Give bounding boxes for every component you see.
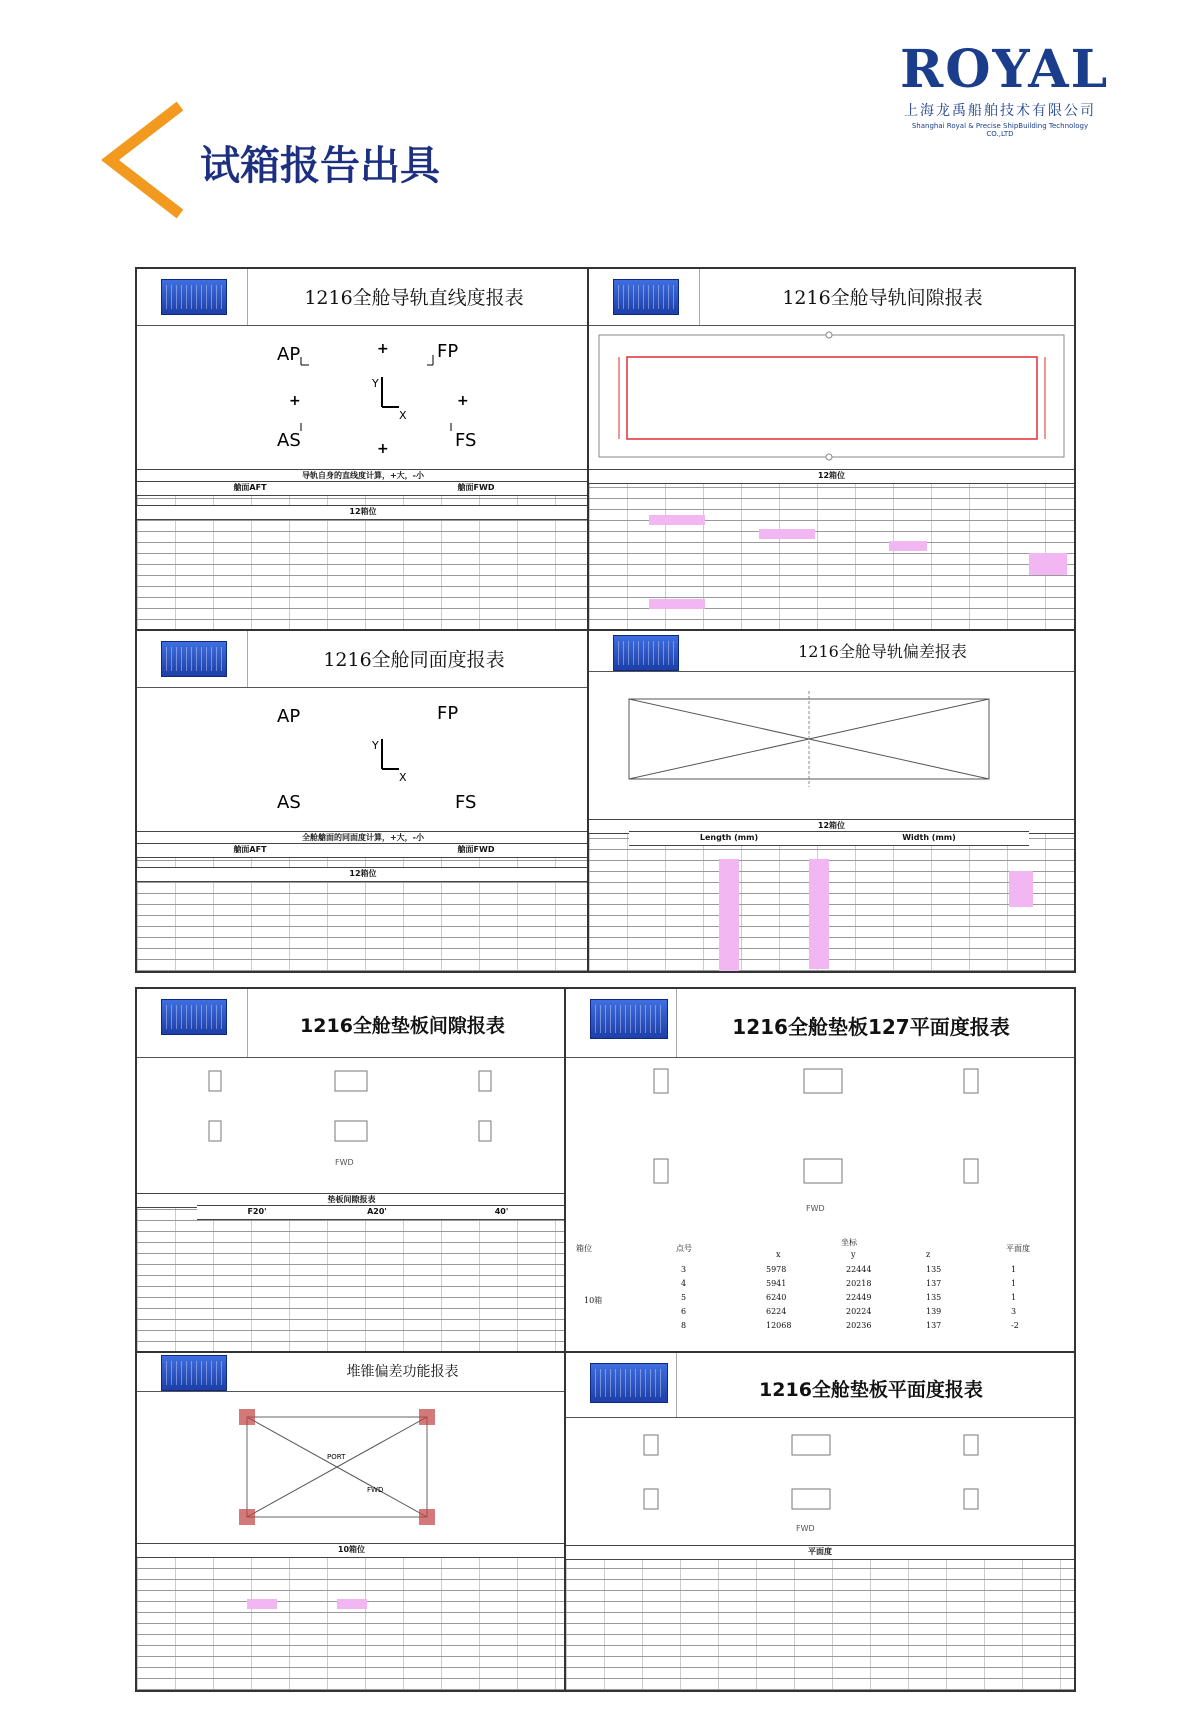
table-cell: 6224 (766, 1307, 787, 1316)
column-header: 坐标 (841, 1238, 857, 1247)
container-icon (161, 1355, 227, 1391)
x-axis-label: X (399, 409, 407, 422)
fwd-header: 艙面FWD (363, 481, 589, 496)
panel-pad-gap (135, 987, 568, 1355)
y-axis-label: Y (372, 377, 379, 390)
column-header: 点号 (676, 1244, 692, 1253)
table-cell: 1 (1011, 1279, 1017, 1288)
panel-title: 堆锥偏差功能报表 (346, 1364, 459, 1380)
panel-header (589, 269, 1074, 326)
bay-header: 12箱位 (589, 819, 1074, 834)
table-cell: 12068 (766, 1321, 792, 1330)
table-cell: 22444 (846, 1265, 872, 1274)
aft-header: 艙面AFT (137, 843, 363, 858)
panel-title: 1216全舱同面度报表 (323, 649, 505, 671)
container-icon (590, 1363, 668, 1403)
panel-guide-deviation (587, 629, 1076, 973)
panel-header (566, 989, 1074, 1058)
container-icon (161, 279, 227, 315)
40-header: 40' (437, 1205, 566, 1220)
container-icon (161, 641, 227, 677)
fp-label: FP (437, 341, 459, 362)
table-cell: 5 (681, 1293, 687, 1302)
container-icon (613, 635, 679, 671)
panel-title: 1216全舱导轨直线度报表 (304, 287, 524, 309)
cone-deviation-table (137, 1543, 566, 1690)
ap-label: AP (277, 706, 301, 727)
pad-gap-table (137, 1193, 566, 1353)
panel-coplanarity (135, 629, 591, 973)
pad-flatness-table (566, 1545, 1074, 1690)
panel-header (566, 1353, 1074, 1418)
table-cell: 8 (681, 1321, 687, 1330)
coplanarity-table (137, 831, 589, 971)
panel-header (137, 1353, 566, 1392)
table-cell: 3 (681, 1265, 687, 1274)
container-icon (613, 279, 679, 315)
fwd-label: FWD (796, 1524, 815, 1533)
ap-label: AP (277, 344, 301, 365)
table-cell: -2 (1011, 1321, 1019, 1330)
panel-header (589, 631, 1074, 672)
logo-chinese-name: 上海龙禹船舶技术有限公司 (904, 103, 1096, 119)
container-icon (161, 999, 227, 1035)
plus-sign: + (377, 441, 389, 457)
coord-header: y (851, 1250, 856, 1259)
pad-layout-diagram (566, 1059, 1074, 1229)
guide-gap-diagram (589, 327, 1074, 467)
deviation-table (589, 819, 1074, 971)
table-cell: 135 (926, 1293, 942, 1302)
panel-title: 1216全舱导轨偏差报表 (798, 642, 967, 661)
panel-pad-127-flatness (564, 987, 1076, 1355)
y-axis-label: Y (372, 739, 379, 752)
bay-header: 12箱位 (589, 469, 1074, 484)
table-cell: 1 (1011, 1293, 1017, 1302)
table-cell: 139 (926, 1307, 942, 1316)
fwd-label: FWD (806, 1204, 825, 1213)
cone-deviation-diagram (137, 1397, 566, 1537)
table-caption: 导轨自身的直线度计算，+大，-小 (137, 469, 589, 484)
as-label: AS (277, 792, 301, 813)
column-header: 平面度 (1006, 1244, 1030, 1253)
column-header: 箱位 (576, 1244, 592, 1253)
pad-layout-diagram (137, 1061, 566, 1181)
plus-sign: + (457, 393, 469, 409)
coord-header: x (776, 1250, 781, 1259)
aft-header: 艙面AFT (137, 481, 363, 496)
panel-guide-straightness (135, 267, 591, 633)
table-cell: 1 (1011, 1265, 1017, 1274)
plus-sign: + (289, 393, 301, 409)
pad-layout-diagram (566, 1419, 1074, 1539)
table-cell: 20236 (846, 1321, 872, 1330)
table-cell: 137 (926, 1279, 942, 1288)
as-label: AS (277, 430, 301, 451)
fs-label: FS (455, 430, 477, 451)
plus-sign: + (377, 341, 389, 357)
panel-cone-deviation (135, 1351, 568, 1692)
logo-wordmark: ROYAL (900, 39, 1110, 100)
panel-header (137, 269, 589, 326)
panel-guide-gap (587, 267, 1076, 633)
panel-title: 1216全舱垫板平面度报表 (759, 1379, 983, 1401)
coordinate-diagram (137, 689, 589, 829)
panel-pad-flatness (564, 1351, 1076, 1692)
table-cell: 6 (681, 1307, 687, 1316)
panel-title: 1216全舱导轨间隙报表 (782, 287, 983, 309)
bracket-accent-icon (100, 100, 200, 220)
length-header: Length (mm) (629, 831, 829, 846)
container-icon (590, 999, 668, 1039)
deviation-diagram (589, 677, 1074, 827)
port-label: PORT (327, 1453, 346, 1461)
table-cell: 5941 (766, 1279, 787, 1288)
panel-header (137, 631, 589, 688)
table-cell: 20224 (846, 1307, 872, 1316)
fwd-header: 艙面FWD (363, 843, 589, 858)
fwd-label: FWD (367, 1486, 384, 1494)
table-cell: 22449 (846, 1293, 872, 1302)
table-cell: 137 (926, 1321, 942, 1330)
table-cell: 3 (1011, 1307, 1017, 1316)
section-heading (100, 100, 600, 220)
fwd-label: FWD (335, 1158, 354, 1167)
table-cell: 135 (926, 1265, 942, 1274)
coordinate-diagram (137, 327, 589, 467)
table-caption: 平面度 (566, 1545, 1074, 1560)
a20-header: A20' (317, 1205, 437, 1220)
panel-header (137, 989, 566, 1058)
x-axis-label: X (399, 771, 407, 784)
gap-table (589, 469, 1074, 631)
table-cell: 6240 (766, 1293, 787, 1302)
panel-title: 1216全舱垫板127平面度报表 (732, 1015, 1010, 1039)
table-cell: 4 (681, 1279, 687, 1288)
panel-title: 1216全舱垫板间隙报表 (300, 1015, 505, 1037)
flatness-127-table (566, 1233, 1074, 1353)
straightness-table (137, 469, 589, 631)
company-logo (900, 39, 1110, 138)
f20-header: F20' (197, 1205, 317, 1220)
page-title: 试箱报告出具 (200, 143, 440, 189)
fp-label: FP (437, 703, 459, 724)
table-caption: 垫板间隙报表 (137, 1193, 566, 1208)
bay-header: 10箱位 (137, 1543, 566, 1558)
coord-header: z (926, 1250, 931, 1259)
table-caption: 全舱艙面的同面度计算，+大，-小 (137, 831, 589, 846)
bay-header: 12箱位 (137, 505, 589, 520)
table-cell: 20218 (846, 1279, 872, 1288)
bay-header: 12箱位 (137, 867, 589, 882)
logo-english-name: Shanghai Royal & Precise ShipBuilding Technology CO.,LTD (911, 122, 1089, 138)
table-cell: 5978 (766, 1265, 787, 1274)
width-header: Width (mm) (829, 831, 1029, 846)
fs-label: FS (455, 792, 477, 813)
bay-cell: 10箱 (584, 1296, 603, 1305)
